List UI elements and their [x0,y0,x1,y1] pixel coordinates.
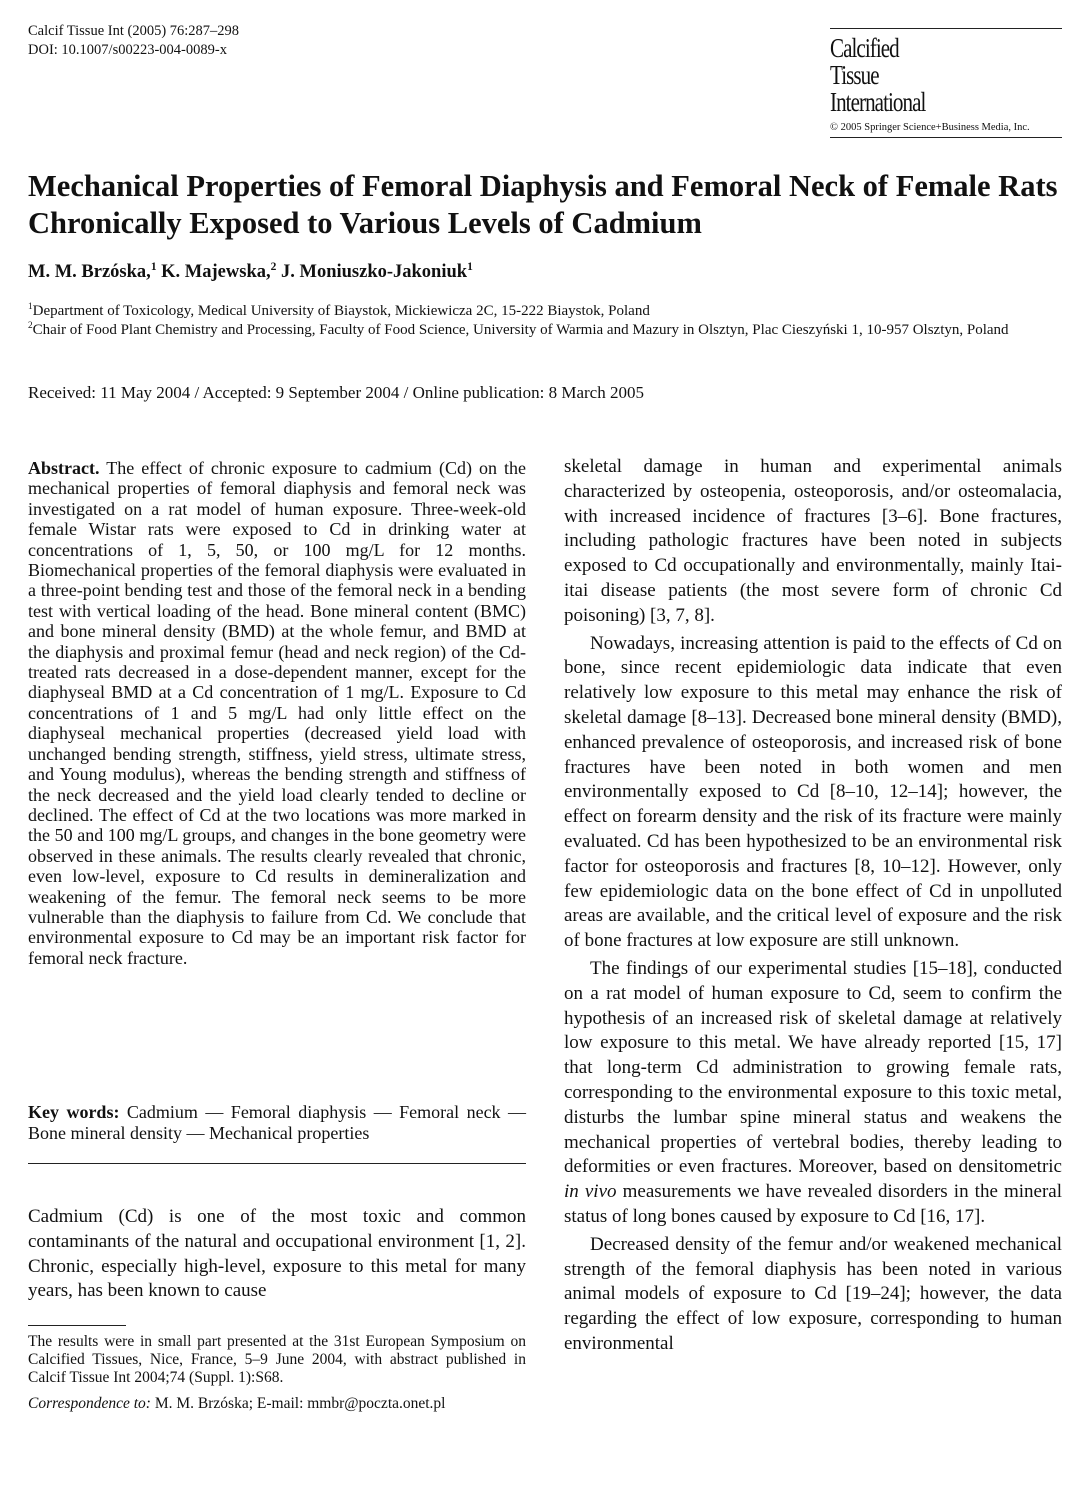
logo-line-2: Tissue [830,60,879,90]
section-divider [28,1163,526,1164]
abstract-text: The effect of chronic exposure to cadmium (Cd) on the mechanical properties of femoral diaphysis and femoral neck was investigated on a rat model of human exposure. Three-week-old female Wistar rats were exposed to Cd in drinking water at concentrations of 1, 5, 50, or 100 mg/L for 12 months. Biomechanical properties of the femoral diaphysis were evaluated in a three-point bending test and those of the femoral neck in a bending test with vertical loading of the head. Bone mineral content (BMC) and bone mineral density (BMD) at the whole femur, and BMD at the diaphysis and proximal femur (head and neck region) of the Cd-treated rats decreased in a dose-dependent manner, except for the diaphyseal BMD at a Cd concentration of 1 mg/L. Exposure to Cd concentrations of 1 and 5 mg/L had only little effect on the diaphyseal mechanical properties (decreased yield load with unchanged bending strength, stiffness, yield stress, ultimate stress, and Young modulus), whereas the bending strength and stiffness of the neck decreased and the yield load clearly tended to decline or declined. The effect of Cd at the two locations was more marked in the 50 and 100 mg/L groups, and changes in the bone geometry were observed in these animals. The results clearly revealed that chronic, even low-level, exposure to Cd results in demineralization and weakening of the femur. The femoral neck seems to be more vulnerable than the diaphysis to failure from Cd. We conclude that environmental exposure to Cd may be an important risk factor for femoral neck fracture. [28,458,526,968]
body-paragraph: The findings of our experimental studies [15–18], conducted on a rat model of human exposure to Cd, seem to confirm the hypothesis of an increased risk of skeletal damage at relatively low exposure to this metal. We have already reported [15, 17] that long-term Cd administration to growing female rats, corresponding to the environmental exposure to this toxic metal, disturbs the lumbar spine mineral status and weakens the mechanical properties of vertebral bodies, thereby leading to deformities or even fractures. Moreover, based on densitometric in vivo measurements we have revealed disorders in the mineral status of long bones caused by exposure to Cd [16, 17]. [564,957,1062,1227]
affiliation: $^1$Department of Toxicology, Medical University of Biaystok, Mickiewicza 2C, 15-222 Biaystok, Poland [28,302,650,319]
author-name: M. M. Brzóska, [28,262,151,282]
body-paragraph: skeletal damage in human and experimental animals characterized by osteopenia, osteoporosis, and/or osteomalacia, with increased incidence of fractures [3–6]. Bone fractures, including pathologic fractures have been noted in subjects exposed to Cd occupationally and environmentally, mainly Itai-itai disease patients (the most severe form of chronic Cd poisoning) [3, 7, 8]. [564,456,1062,626]
copyright: © 2005 Springer Science+Business Media, Inc. [830,122,1030,133]
presentation-note: The results were in small part presented at the 31st European Symposium on Calcified Tissues, Nice, France, 5–9 June 2004, with abstract published in Calcif Tissue Int 2004;74 (Suppl. 1):S68. [28,1333,526,1386]
affiliations [28,302,1068,340]
right-column [564,455,1062,1357]
body-paragraph: Nowadays, increasing attention is paid to the effects of Cd on bone, since recent epidemiologic data indicate that even relatively low exposure to this metal may enhance the risk of skeletal damage [8–13]. Decreased bone mineral density (BMD), enhanced prevalence of osteoporosis, and increased risk of bone fractures have been noted in both women and men environmentally exposed to Cd [8–10, 12–14]; however, the effect on forearm density and the risk of its fracture were mainly evaluated. Cd has been hypothesized to be an environmental risk factor for osteoporosis and fractures [8, 10–12]. However, only few epidemiologic data on the bone effect of Cd in unpolluted areas are available, and the critical level of exposure and the risk of bone fractures at low exposure are still unknown. [564,632,1062,952]
publication-dates: Received: 11 May 2004 / Accepted: 9 September 2004 / Online publication: 8 March 2005 [28,383,644,402]
doi: DOI: 10.1007/s00223-004-0089-x [28,42,227,58]
journal-header [28,22,239,60]
abstract-label: Abstract. [28,458,100,478]
journal-reference: Calcif Tissue Int (2005) 76:287–298 [28,23,240,39]
logo-line-1: Calcified [830,33,899,63]
author-name: J. Moniuszko-Jakoniuk [280,262,468,282]
author-affil-marker: 1 [150,260,157,273]
author-affil-marker: 1 [467,260,473,273]
keywords [28,1102,526,1144]
author-name: K. Majewska, [161,262,271,282]
abstract [28,458,526,968]
logo-line-3: International [830,87,926,117]
article-title: Mechanical Properties of Femoral Diaphysis and Femoral Neck of Female Rats Chronically Exposed to Various Levels of Cadmium [28,169,1058,240]
author-list [28,262,473,283]
body-paragraph: Decreased density of the femur and/or weakened mechanical strength of the femoral diaphysis has been noted in various animal models of exposure to Cd [19–24]; however, the data regarding the effect of low exposure, corresponding to human environmental [564,1233,1062,1354]
keywords-label: Key words: [28,1102,120,1122]
keywords-text: Cadmium — Femoral diaphysis — Femoral neck — Bone mineral density — Mechanical properties [28,1102,527,1143]
affiliation: $^2$Chair of Food Plant Chemistry and Processing, Faculty of Food Science, University of Warmia and Mazury in Olsztyn, Plac Cieszyński 1, 10-957 Olsztyn, Poland [28,321,1009,338]
intro-paragraph: Cadmium (Cd) is one of the most toxic and common contaminants of the natural and occupational environment [1, 2]. Chronic, especially high-level, exposure to this metal for many years, has been known to cause [28,1206,526,1302]
author-affil-marker: 2 [270,260,277,273]
journal-logo [830,28,1062,138]
footnotes [28,1333,526,1422]
footnote-divider [28,1325,126,1326]
correspondence: Correspondence to: M. M. Brzóska; E-mail: mmbr@poczta.onet.pl [28,1395,446,1413]
